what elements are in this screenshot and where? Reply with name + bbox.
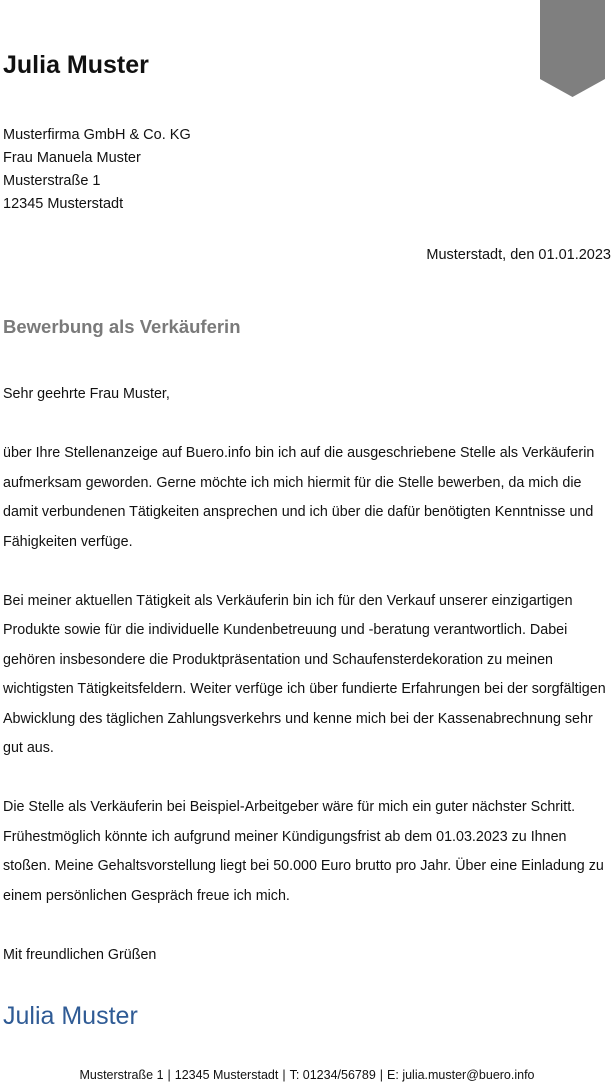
footer-separator: |	[282, 1068, 286, 1082]
body-paragraph: Die Stelle als Verkäuferin bei Beispiel-Arbeitgeber wäre für mich ein guter nächster Schritt. Frühestmöglich könnte ich aufgrund meiner Kündigungsfrist ab dem 01.03.2023 zu Ihnen stoßen. Meine Gehaltsvorstellung liegt bei 50.000 Euro brutto pro Jahr. Über eine Einladung zu einem persönlichen Gespräch freue ich mich.	[3, 799, 604, 904]
footer-separator: |	[167, 1068, 171, 1082]
footer-phone: T: 01234/56789	[289, 1068, 376, 1082]
salutation: Sehr geehrte Frau Muster,	[3, 386, 170, 402]
recipient-company: Musterfirma GmbH & Co. KG	[3, 127, 191, 143]
footer-separator: |	[379, 1068, 384, 1082]
subject-line: Bewerbung als Verkäuferin	[3, 316, 241, 337]
recipient-address	[3, 124, 191, 216]
signature: Julia Muster	[3, 1001, 138, 1030]
bookmark-ribbon-icon	[540, 0, 605, 97]
letter-body	[3, 380, 611, 1032]
sender-name: Julia Muster	[3, 51, 149, 79]
recipient-contact: Frau Manuela Muster	[3, 150, 141, 166]
recipient-city: 12345 Musterstadt	[3, 196, 124, 212]
footer-address: Musterstraße 1	[79, 1068, 164, 1082]
footer-contact	[0, 1066, 614, 1084]
footer-email: E: julia.muster@buero.info	[387, 1068, 535, 1082]
closing-line: Mit freundlichen Grüßen	[3, 946, 157, 963]
body-paragraph: über Ihre Stellenanzeige auf Buero.info bin ich auf die ausgeschriebene Stelle als Verkäuferin aufmerksam geworden. Gerne möchte ich mich hiermit für die Stelle bewerben, da mich die damit verbundenen Tätigkeiten ansprechen und ich über die dafür benötigten Kenntnisse und Fähigkeiten verfüge.	[3, 445, 595, 550]
date-line: Musterstadt, den 01.01.2023	[426, 247, 611, 263]
recipient-street: Musterstraße 1	[3, 173, 101, 189]
body-paragraph: Bei meiner aktuellen Tätigkeit als Verkäuferin bin ich für den Verkauf unserer einzigartigen Produkte sowie für die individuelle Kundenbetreuung und -beratung verantwortlich. Dabei gehören insbesondere die Produktpräsentation und Schaufensterdekoration zu meinen wichtigsten Tätigkeitsfeldern. Weiter verfüge ich über fundierte Erfahrungen bei der sorgfältigen Abwicklung des täglichen Zahlungsverkehrs und kenne mich bei der Kassenabrechnung sehr gut aus.	[3, 592, 606, 756]
footer-city: 12345 Musterstadt	[174, 1068, 279, 1082]
